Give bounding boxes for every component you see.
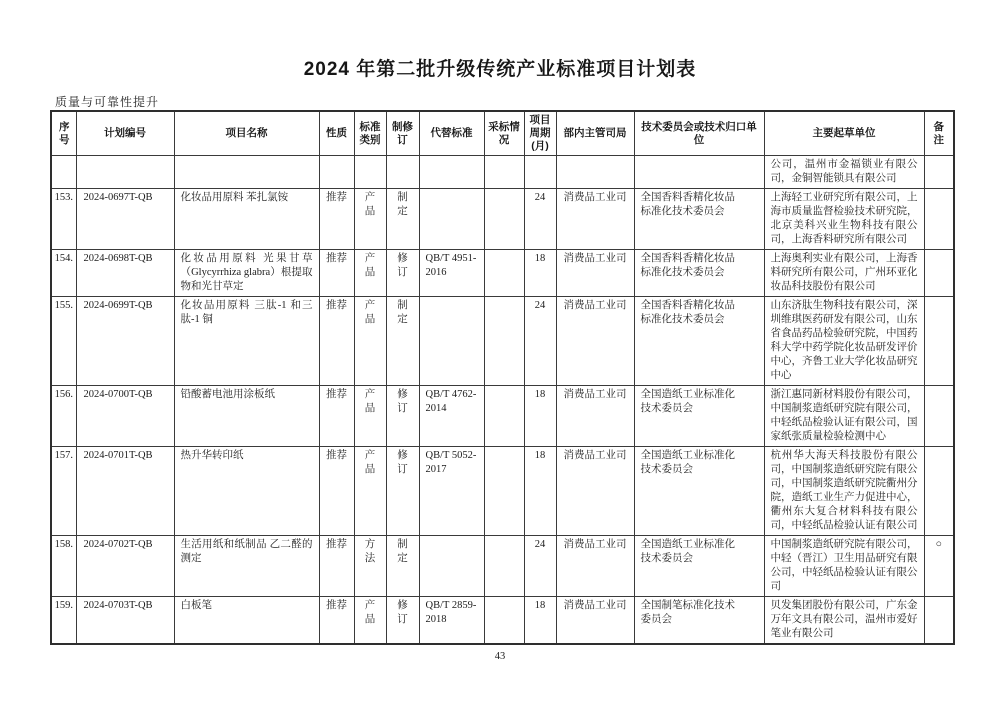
cell-revision-type: 修订 (386, 447, 419, 536)
cell-project-name: 化妆品用原料 三肽-1 和三肽-1 铜 (174, 297, 319, 386)
cell-committee: 全国香料香精化妆品标准化技术委员会 (634, 297, 764, 386)
cell-adoption-status (484, 250, 524, 297)
cell-revision-type (386, 156, 419, 189)
header-row (51, 111, 954, 156)
cell-department: 消费品工业司 (556, 597, 634, 645)
cell-drafting-units: 上海轻工业研究所有限公司，上海市质量监督检验技术研究院，北京美科兴业生物科技有限公司，上海香料研究所有限公司 (764, 189, 924, 250)
table-body (51, 156, 954, 645)
page-title: 2024 年第二批升级传统产业标准项目计划表 (303, 59, 697, 80)
cell-nature: 推荐 (319, 447, 354, 536)
cell-plan-no: 2024-0700T-QB (76, 386, 174, 447)
cell-replaced-standard: QB/T 4762-2014 (419, 386, 484, 447)
cell-standard-category: 产品 (354, 297, 386, 386)
cell-department: 消费品工业司 (556, 250, 634, 297)
cell-replaced-standard (419, 189, 484, 250)
cell-project-cycle (524, 156, 556, 189)
cell-plan-no: 2024-0701T-QB (76, 447, 174, 536)
cell-adoption-status (484, 189, 524, 250)
cell-drafting-units: 浙江惠同新材料股份有限公司，中国制浆造纸研究院有限公司，中轻纸品检验认证有限公司，国家纸张质量检验检测中心 (764, 386, 924, 447)
table-row (51, 297, 954, 386)
cell-remark (924, 156, 954, 189)
cell-department: 消费品工业司 (556, 536, 634, 597)
cell-drafting-units: 公司，温州市金福锁业有限公司，金铜智能锁具有限公司 (764, 156, 924, 189)
cell-revision-type: 制定 (386, 189, 419, 250)
cell-project-name: 白板笔 (174, 597, 319, 645)
cell-department: 消费品工业司 (556, 189, 634, 250)
cell-adoption-status (484, 447, 524, 536)
table-row (51, 447, 954, 536)
cell-nature: 推荐 (319, 297, 354, 386)
column-header-seq: 序号 (51, 111, 76, 156)
column-header-remark: 备注 (924, 111, 954, 156)
cell-replaced-standard: QB/T 2859-2018 (419, 597, 484, 645)
cell-project-name: 生活用纸和纸制品 乙二醛的测定 (174, 536, 319, 597)
cell-adoption-status (484, 386, 524, 447)
cell-remark (924, 447, 954, 536)
cell-department: 消费品工业司 (556, 297, 634, 386)
cell-revision-type: 修订 (386, 250, 419, 297)
cell-revision-type: 修订 (386, 386, 419, 447)
cell-drafting-units: 上海奥利实业有限公司，上海香料研究所有限公司，广州环亚化妆品科技股份有限公司 (764, 250, 924, 297)
cell-remark: ○ (924, 536, 954, 597)
cell-nature: 推荐 (319, 386, 354, 447)
cell-seq: 159. (51, 597, 76, 645)
cell-department: 消费品工业司 (556, 386, 634, 447)
cell-project-name (174, 156, 319, 189)
cell-committee: 全国制笔标准化技术委员会 (634, 597, 764, 645)
cell-plan-no: 2024-0699T-QB (76, 297, 174, 386)
cell-department: 消费品工业司 (556, 447, 634, 536)
cell-project-name: 化妆品用原料 苯扎氯铵 (174, 189, 319, 250)
cell-committee: 全国造纸工业标准化技术委员会 (634, 447, 764, 536)
cell-committee (634, 156, 764, 189)
column-header-project-cycle: 项目周期(月) (524, 111, 556, 156)
column-header-plan-no: 计划编号 (76, 111, 174, 156)
cell-nature (319, 156, 354, 189)
cell-project-name: 热升华转印纸 (174, 447, 319, 536)
table-row (51, 536, 954, 597)
cell-plan-no (76, 156, 174, 189)
cell-standard-category: 产品 (354, 447, 386, 536)
cell-project-cycle: 18 (524, 597, 556, 645)
table-row (51, 250, 954, 297)
table-header (51, 111, 954, 156)
section-label: 质量与可靠性提升 (55, 95, 160, 109)
cell-plan-no: 2024-0697T-QB (76, 189, 174, 250)
cell-nature: 推荐 (319, 250, 354, 297)
cell-replaced-standard (419, 536, 484, 597)
cell-replaced-standard (419, 156, 484, 189)
cell-project-cycle: 18 (524, 250, 556, 297)
cell-adoption-status (484, 156, 524, 189)
column-header-nature: 性质 (319, 111, 354, 156)
column-header-committee: 技术委员会或技术归口单位 (634, 111, 764, 156)
cell-remark (924, 386, 954, 447)
cell-seq: 155. (51, 297, 76, 386)
cell-seq: 154. (51, 250, 76, 297)
cell-adoption-status (484, 597, 524, 645)
table-row (51, 386, 954, 447)
cell-plan-no: 2024-0703T-QB (76, 597, 174, 645)
cell-standard-category: 产品 (354, 597, 386, 645)
cell-adoption-status (484, 536, 524, 597)
column-header-drafting-units: 主要起草单位 (764, 111, 924, 156)
column-header-department: 部内主管司局 (556, 111, 634, 156)
cell-drafting-units: 中国制浆造纸研究院有限公司，中轻（晋江）卫生用品研究有限公司，中轻纸品检验认证有限公司 (764, 536, 924, 597)
cell-revision-type: 制定 (386, 536, 419, 597)
cell-remark (924, 597, 954, 645)
cell-replaced-standard: QB/T 5052-2017 (419, 447, 484, 536)
cell-adoption-status (484, 297, 524, 386)
cell-standard-category: 产品 (354, 386, 386, 447)
cell-nature: 推荐 (319, 536, 354, 597)
cell-remark (924, 297, 954, 386)
cell-revision-type: 制定 (386, 297, 419, 386)
cell-project-name: 化妆品用原料 光果甘草（Glycyrrhiza glabra）根提取物和光甘草定 (174, 250, 319, 297)
cell-committee: 全国造纸工业标准化技术委员会 (634, 386, 764, 447)
cell-revision-type: 修订 (386, 597, 419, 645)
cell-drafting-units: 山东济肽生物科技有限公司，深圳维琪医药研发有限公司，山东省食品药品检验研究院，中国药科大学中药学院化妆品研发评价中心，齐鲁工业大学化妆品研究中心 (764, 297, 924, 386)
cell-project-cycle: 24 (524, 536, 556, 597)
cell-replaced-standard: QB/T 4951-2016 (419, 250, 484, 297)
column-header-revision-type: 制修订 (386, 111, 419, 156)
page-number: 43 (494, 651, 506, 662)
cell-seq: 157. (51, 447, 76, 536)
cell-project-name: 铅酸蓄电池用涂板纸 (174, 386, 319, 447)
cell-project-cycle: 24 (524, 297, 556, 386)
column-header-standard-category: 标准类别 (354, 111, 386, 156)
cell-replaced-standard (419, 297, 484, 386)
cell-seq (51, 156, 76, 189)
table-row (51, 156, 954, 189)
cell-committee: 全国造纸工业标准化技术委员会 (634, 536, 764, 597)
cell-drafting-units: 杭州华大海天科技股份有限公司，中国制浆造纸研究院有限公司，中国制浆造纸研究院衢州分院，造纸工业生产力促进中心，衢州东大复合材料科技有限公司，中轻纸品检验认证有限公司 (764, 447, 924, 536)
cell-seq: 156. (51, 386, 76, 447)
cell-seq: 153. (51, 189, 76, 250)
cell-drafting-units: 贝发集团股份有限公司，广东金万年文具有限公司，温州市爱好笔业有限公司 (764, 597, 924, 645)
table-row (51, 189, 954, 250)
cell-plan-no: 2024-0698T-QB (76, 250, 174, 297)
cell-standard-category: 方法 (354, 536, 386, 597)
cell-remark (924, 189, 954, 250)
cell-project-cycle: 18 (524, 447, 556, 536)
column-header-project-name: 项目名称 (174, 111, 319, 156)
cell-seq: 158. (51, 536, 76, 597)
cell-department (556, 156, 634, 189)
column-header-replaced-standard: 代替标准 (419, 111, 484, 156)
cell-committee: 全国香料香精化妆品标准化技术委员会 (634, 250, 764, 297)
cell-standard-category: 产品 (354, 189, 386, 250)
table-row (51, 597, 954, 645)
cell-project-cycle: 24 (524, 189, 556, 250)
cell-nature: 推荐 (319, 597, 354, 645)
cell-standard-category (354, 156, 386, 189)
cell-committee: 全国香料香精化妆品标准化技术委员会 (634, 189, 764, 250)
standards-plan-table (50, 110, 955, 645)
cell-standard-category: 产品 (354, 250, 386, 297)
cell-plan-no: 2024-0702T-QB (76, 536, 174, 597)
cell-nature: 推荐 (319, 189, 354, 250)
cell-remark (924, 250, 954, 297)
column-header-adoption-status: 采标情况 (484, 111, 524, 156)
cell-project-cycle: 18 (524, 386, 556, 447)
